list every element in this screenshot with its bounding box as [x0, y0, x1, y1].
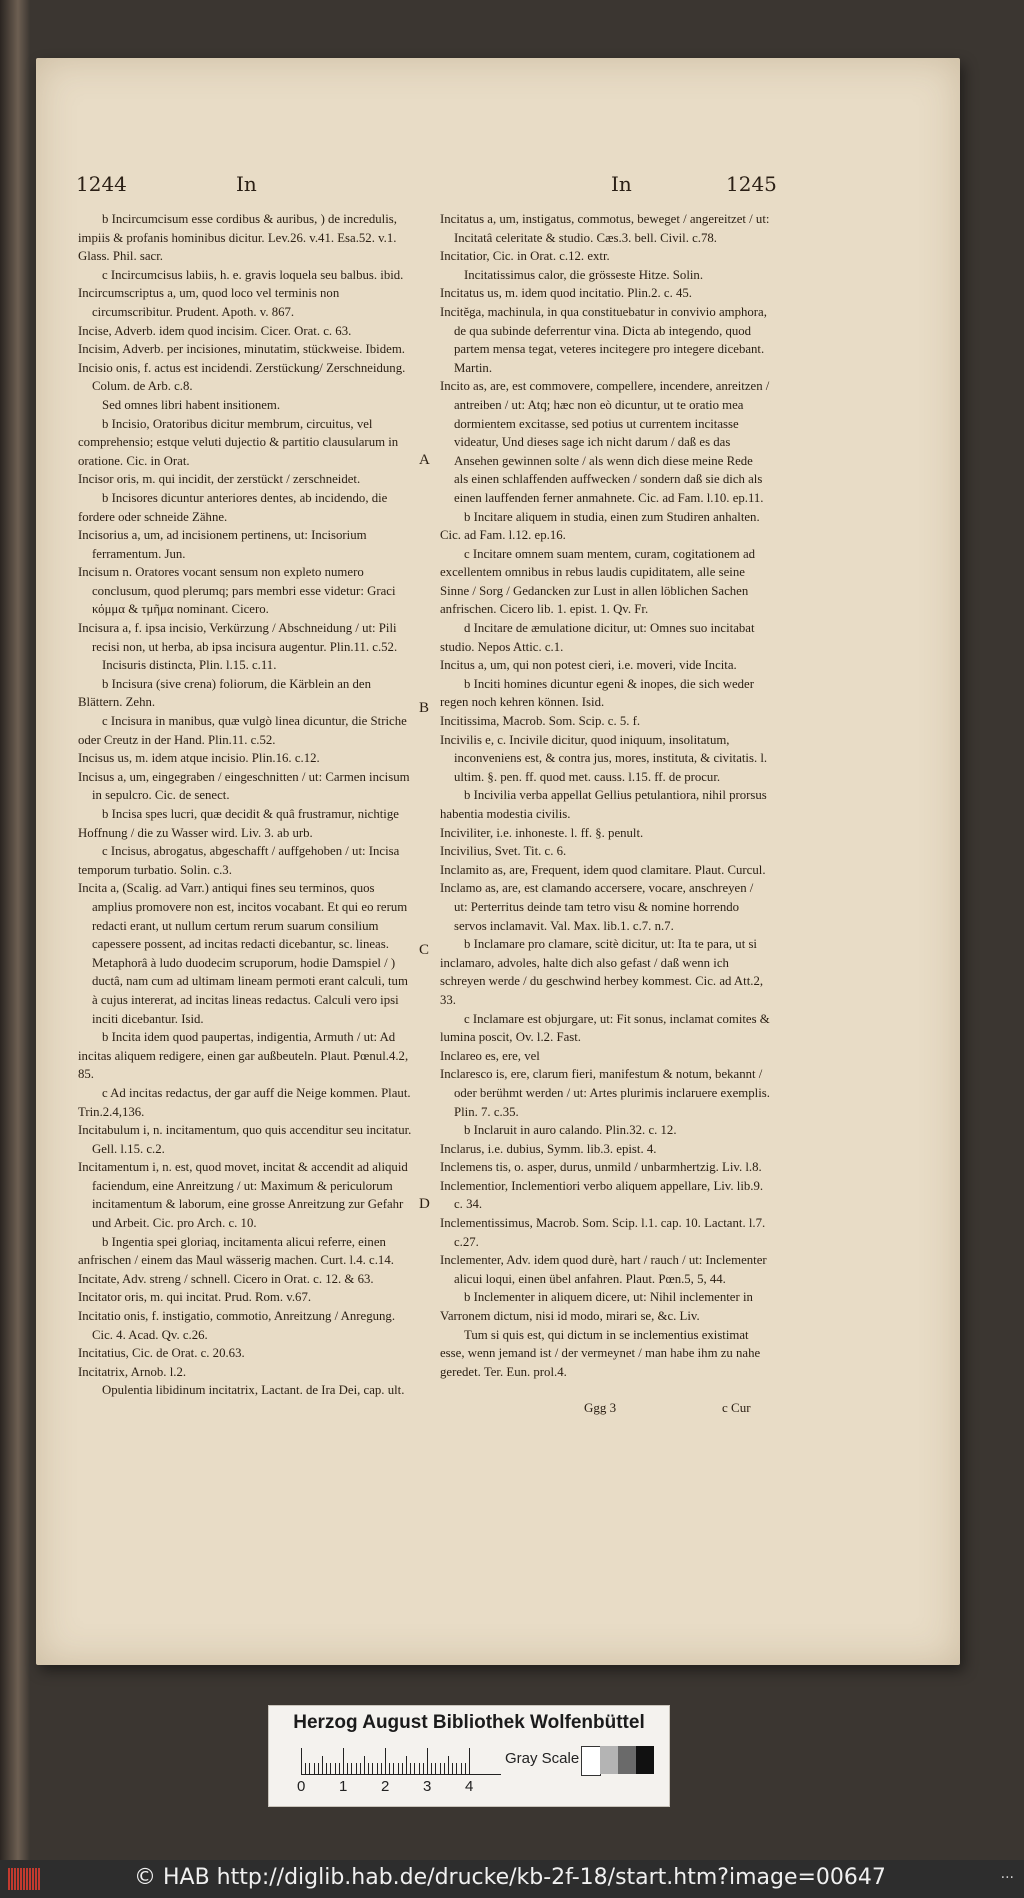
- gray-swatch-black: [636, 1746, 654, 1774]
- ruler-tick: [347, 1763, 348, 1774]
- dictionary-entry: [78, 619, 412, 656]
- copyright-url[interactable]: © HAB http://diglib.hab.de/drucke/kb-2f-18/start.htm?image=00647: [134, 1865, 886, 1890]
- entry-text: Inclamito as, are, Frequent, idem quod clamitare. Plaut. Curcul.: [440, 862, 766, 877]
- dictionary-entry: [440, 861, 770, 880]
- entry-text: Incisus a, um, eingegraben / eingeschnitten / ut: Carmen incisum in sepulcro. Cic. de senect.: [78, 769, 410, 803]
- ruler-tick: [305, 1763, 306, 1774]
- dictionary-entry: [78, 415, 412, 471]
- scale-ruler: [301, 1746, 501, 1775]
- entry-text: Inclaresco is, ere, clarum fieri, manifestum & notum, bekannt / oder berühmt werden / ut: Artes plurimis inclaruere exemplis. Plin. 7. c.35.: [440, 1067, 770, 1119]
- entry-text: Incisorius a, um, ad incisionem pertinens, ut: Incisorium ferramentum. Jun.: [78, 528, 367, 561]
- ruler-tick: [465, 1763, 466, 1774]
- entry-text: Inclamo as, are, est clamando accersere, vocare, anschreyen / ut: Perterritus deinde tam tetro visu & nomine horrendo servos inclamavit. Val. Max. lib.1. c.7. n.7.: [440, 881, 754, 933]
- ruler-tick: [393, 1763, 394, 1774]
- gray-scale-label: Gray Scale: [505, 1750, 580, 1767]
- dictionary-entry: [78, 284, 412, 321]
- dictionary-entry: [78, 805, 412, 842]
- dictionary-entry: [78, 322, 412, 341]
- dictionary-entry: [440, 508, 770, 545]
- left-column: [78, 210, 412, 1400]
- dictionary-entry: [440, 1177, 770, 1214]
- dictionary-entry: [78, 768, 412, 805]
- dictionary-entry: [440, 247, 770, 266]
- signature-mark: Ggg 3: [584, 1400, 617, 1415]
- dictionary-entry: [440, 377, 770, 507]
- dictionary-entry: [440, 266, 770, 285]
- ruler-tick: [414, 1763, 415, 1774]
- left-running-head: In: [236, 172, 257, 196]
- entry-text: Inclemens tis, o. asper, durus, unmild / unbarmhertzig. Liv. l.8.: [440, 1160, 762, 1175]
- dictionary-entry: [78, 210, 412, 266]
- dictionary-entry: [78, 1307, 412, 1344]
- dictionary-entry: [78, 1381, 412, 1400]
- dictionary-entry: [78, 1344, 412, 1363]
- gray-swatch-white: [581, 1746, 601, 1776]
- dictionary-entry: [440, 824, 770, 843]
- entry-text: Incisor oris, m. qui incidit, der zerstückt / zerschneidet.: [78, 472, 361, 487]
- entry-text: Incitatus us, m. idem quod incitatio. Plin.2. c. 45.: [440, 286, 693, 301]
- dictionary-entry: [440, 935, 770, 1009]
- entry-text: b Incisio, Oratoribus dicitur membrum, circuitus, vel comprehensio; estque veluti dujectio & partitio clausularum in oratione. Cic. in Orat.: [78, 416, 399, 468]
- entry-text: Incivilius, Svet. Tit. c. 6.: [440, 844, 567, 859]
- page-header: [76, 172, 782, 202]
- right-column: [440, 210, 770, 1381]
- entry-text: Inclementissimus, Macrob. Som. Scip. l.1. cap. 10. Lactant. l.7. c.27.: [440, 1216, 766, 1249]
- entry-text: Inciviliter, i.e. inhoneste. l. ff. §. penult.: [440, 825, 644, 840]
- dictionary-entry: [78, 1270, 412, 1289]
- ruler-tick: [343, 1748, 344, 1774]
- ruler-tick: [398, 1763, 399, 1774]
- dictionary-entry: [78, 749, 412, 768]
- ruler-tick: [330, 1763, 331, 1774]
- viewer-footer: [0, 1860, 1024, 1898]
- ruler-label-1: 1: [339, 1778, 348, 1795]
- dictionary-entry: [78, 489, 412, 526]
- entry-text: Inclarus, i.e. dubius, Symm. lib.3. epist. 4.: [440, 1141, 657, 1156]
- ruler-tick: [385, 1748, 386, 1774]
- ruler-label-4: 4: [465, 1778, 474, 1795]
- entry-text: c Incisura in manibus, quæ vulgò linea dicuntur, die Striche oder Creutz in der Hand. Plin.11. c.52.: [78, 714, 407, 747]
- dictionary-entry: [78, 563, 412, 619]
- ruler-tick: [372, 1763, 373, 1774]
- book-spine: [0, 0, 30, 1898]
- ruler-tick: [314, 1763, 315, 1774]
- ruler-tick: [368, 1763, 369, 1774]
- dictionary-entry: [78, 712, 412, 749]
- ruler-tick: [410, 1763, 411, 1774]
- section-marker-c: C: [419, 942, 430, 958]
- entry-text: Incito as, are, est commovere, compellere, incendere, anreitzen / antreiben / ut: Atq; hæc non eò dicuntur, ut te oratio mea dormientem excitasse, sed potius ut currentem incitasse videatur, Und dieses sage ich nicht darum / daß es das Ansehen gewinnen solte / als wenn dich diese meine Rede als einen schlaffenden auffwecken / sondern daß sie dich als einen lauffenden ferner anmahnete. Cic. ad Fam. l.10. ep.11.: [440, 379, 770, 505]
- entry-text: b Inclamare pro clamare, scitè dicitur, ut: Ita te para, ut si inclamaro, advoles, halte dich also gefast / daß wenn ich schreyen werde / du geschwind herbey kommest. Cic. ad Att.2, 33.: [440, 937, 764, 1007]
- entry-text: Incitatio onis, f. instigatio, commotio, Anreitzung / Anregung. Cic. 4. Acad. Qv. c.26.: [78, 1309, 396, 1342]
- ruler-tick: [406, 1756, 407, 1774]
- entry-text: Inclementior, Inclementiori verbo aliquem appellare, Liv. lib.9. c. 34.: [440, 1178, 764, 1212]
- section-marker-b: B: [419, 700, 430, 716]
- dictionary-entry: [78, 1363, 412, 1382]
- ruler-tick: [461, 1763, 462, 1774]
- entry-text: c Ad incitas redactus, der gar auff die Neige kommen. Plaut. Trin.2.4,136.: [78, 1085, 411, 1119]
- entry-text: Incitatissimus calor, die grösseste Hitze. Solin.: [464, 267, 704, 282]
- ruler-label-2: 2: [381, 1778, 390, 1795]
- dictionary-entry: [440, 731, 770, 787]
- entry-text: Incisim, Adverb. per incisiones, minutatim, stückweise. Ibidem.: [78, 342, 405, 357]
- entry-text: Incitabulum i, n. incitamentum, quo quis accenditur seu incitatur. Gell. l.15. c.2.: [78, 1123, 412, 1156]
- dictionary-entry: [440, 1065, 770, 1121]
- dictionary-entry: [440, 1214, 770, 1251]
- entry-text: b Incisa spes lucri, quæ decidit & quâ frustramur, nichtige Hoffnung / die zu Wasser wird. Liv. 3. ab urb.: [78, 807, 399, 840]
- entry-text: Incita a, (Scalig. ad Varr.) antiqui fines seu terminos, quos amplius promovere non est, incitos vocabant. Et qui eo rerum redacti erant, ut nullum certum rerum suarum consilium capessere possent, ad incitas redacti dicebantur, sc. lineas. Metaphorâ à ludo duodecim scruporum, hodie Damspiel / ) ductâ, nam cum ad ultimam lineam permoti erant calculi, tum à cujus intererat, ad incitas lineas redactus. Calculi vero ipsi inciti dicebantur. Isid.: [78, 881, 408, 1026]
- dictionary-entry: [440, 210, 770, 247]
- section-marker-d: D: [419, 1196, 430, 1212]
- ruler-tick: [444, 1763, 445, 1774]
- entry-text: Incircumscriptus a, um, quod loco vel terminis non circumscribitur. Prudent. Apoth. v. 867.: [78, 286, 340, 319]
- entry-text: Incisio onis, f. actus est incidendi. Zerstückung/ Zerschneidung. Colum. de Arb. c.8.: [78, 360, 406, 394]
- ruler-tick: [364, 1756, 365, 1774]
- ruler-tick: [351, 1763, 352, 1774]
- entry-text: b Incisura (sive crena) foliorum, die Kärblein an den Blättern. Zehn.: [78, 676, 371, 710]
- dictionary-entry: [440, 675, 770, 712]
- ruler-tick: [318, 1763, 319, 1774]
- dictionary-entry: [78, 842, 412, 879]
- right-running-head: In: [611, 172, 632, 196]
- entry-text: Incisura a, f. ipsa incisio, Verkürzung / Abschneidung / ut: Pili recisi non, ut herba, ab ipsa incisura augentur. Plin.11. c.52.: [78, 621, 398, 654]
- entry-text: Incitatior, Cic. in Orat. c.12. extr.: [440, 249, 610, 264]
- dictionary-entry: [440, 712, 770, 731]
- ruler-tick: [402, 1763, 403, 1774]
- ruler-tick: [448, 1756, 449, 1774]
- entry-text: c Incitare omnem suam mentem, curam, cogitationem ad excellentem omnibus in rebus laudis cupiditatem, alle seine Sinne / Sorg / Gedancken zur Lust in allen löblichen Sachen anfrischen. Cicero lib. 1. epist. 1. Qv. Fr.: [440, 546, 756, 617]
- ruler-tick: [435, 1763, 436, 1774]
- dictionary-entry: [440, 656, 770, 675]
- entry-text: b Inclaruit in auro calando. Plin.32. c. 12.: [464, 1123, 677, 1138]
- dictionary-entry: [78, 879, 412, 1028]
- entry-text: Incitatus a, um, instigatus, commotus, beweget / angereitzet / ut: Incitatâ celeritate & studio. Cæs.3. bell. Civil. c.78.: [440, 212, 770, 245]
- entry-text: b Ingentia spei gloriaq, incitamenta alicui referre, einen anfrischen / einem das Maul wässerig machen. Curt. l.4. c.14.: [78, 1234, 394, 1268]
- ruler-tick: [381, 1763, 382, 1774]
- dictionary-entry: [78, 1233, 412, 1270]
- ruler-tick: [335, 1763, 336, 1774]
- entry-text: Inclareo es, ere, vel: [440, 1048, 540, 1063]
- ruler-label-3: 3: [423, 1778, 432, 1795]
- entry-text: Opulentia libidinum incitatrix, Lactant. de Ira Dei, cap. ult.: [102, 1383, 405, 1398]
- ruler-tick: [427, 1748, 428, 1774]
- ruler-tick: [339, 1763, 340, 1774]
- entry-text: Incitus a, um, qui non potest cieri, i.e. moveri, vide Incita.: [440, 658, 737, 673]
- left-page-number: 1244: [76, 172, 127, 196]
- ruler-tick: [301, 1748, 302, 1774]
- dictionary-entry: [440, 1140, 770, 1159]
- dictionary-entry: [440, 1251, 770, 1288]
- ruler-tick: [419, 1763, 420, 1774]
- dictionary-entry: [440, 619, 770, 656]
- ruler-tick: [356, 1763, 357, 1774]
- dictionary-entry: [78, 396, 412, 415]
- ruler-tick: [431, 1763, 432, 1774]
- dictionary-entry: [440, 1158, 770, 1177]
- catchword: c Cur: [722, 1400, 751, 1415]
- dictionary-entry: [78, 1158, 412, 1232]
- entry-text: Incitate, Adv. streng / schnell. Cicero in Orat. c. 12. & 63.: [78, 1271, 374, 1286]
- dictionary-entry: [78, 1084, 412, 1121]
- dictionary-entry: [440, 1047, 770, 1066]
- entry-text: Incisus us, m. idem atque incisio. Plin.16. c.12.: [78, 751, 320, 766]
- dictionary-entry: [78, 1028, 412, 1084]
- entry-text: Incitamentum i, n. est, quod movet, incitat & accendit ad aliquid faciendum, eine Anreitzung / ut: Maximum & periculorum incitamentum & laborum, eine grosse Anreitzung zur Gefahr und Arbeit. Cic. pro Arch. c. 10.: [78, 1160, 408, 1231]
- dictionary-entry: [78, 470, 412, 489]
- entry-text: Incise, Adverb. idem quod incisim. Cicer. Orat. c. 63.: [78, 323, 352, 338]
- entry-text: b Incitare aliquem in studia, einen zum Studiren anhalten. Cic. ad Fam. l.12. ep.16.: [440, 509, 760, 543]
- entry-text: Incisuris distincta, Plin. l.15. c.11.: [102, 658, 277, 673]
- entry-text: Incitĕga, machinula, in qua constituebatur in convivio amphora, de qua subinde deferrentur vina. Dicta ab integendo, quod partem mensa tegat, veteres incitegere pro integere dicebant. Martin.: [440, 304, 767, 375]
- entry-text: Incivilis e, c. Incivile dicitur, quod iniquum, insolitatum, inconveniens est, & contra jus, mores, instituta, & civitatis. l. ultim. §. pen. ff. quod met. causs. l.15. ff. de procur.: [440, 732, 768, 784]
- dictionary-entry: [440, 284, 770, 303]
- entry-text: Incitatius, Cic. de Orat. c. 20.63.: [78, 1346, 245, 1361]
- entry-text: Incitatrix, Arnob. l.2.: [78, 1364, 187, 1379]
- ruler-tick: [469, 1748, 470, 1774]
- dictionary-entry: [440, 1121, 770, 1140]
- entry-text: b Incircumcisum esse cordibus & auribus, ) de incredulis, impiis & profanis hominibus dicitur. Lev.26. v.41. Esa.52. v.1. Glass. Phil. sacr.: [78, 212, 397, 264]
- entry-text: b Inclementer in aliquem dicere, ut: Nihil inclementer in Varronem dictum, nisi id modo, mirari se, &c. Liv.: [440, 1290, 753, 1324]
- section-marker-a: A: [419, 452, 430, 468]
- dictionary-entry: [440, 786, 770, 823]
- entry-text: Incisum n. Oratores vocant sensum non expleto numero conclusum, quod plerumq; pars membri esse videtur: Graci κόμμα & τμῆμα nominant. Cicero.: [78, 565, 396, 617]
- hab-logo-icon: [8, 1868, 44, 1890]
- entry-text: Incitator oris, m. qui incitat. Prud. Rom. v.67.: [78, 1290, 312, 1305]
- entry-text: c Incisus, abrogatus, abgeschafft / auffgehoben / ut: Incisa temporum turbatio. Solin. c.3.: [78, 844, 400, 877]
- ruler-tick: [326, 1763, 327, 1774]
- entry-text: Inclementer, Adv. idem quod durè, hart / rauch / ut: Inclementer alicui loqui, einen übel anfahren. Plaut. Pœn.5, 5, 44.: [440, 1253, 767, 1286]
- dictionary-entry: [78, 656, 412, 675]
- entry-text: b Incivilia verba appellat Gellius petulantiora, nihil prorsus habentia modestia civilis.: [440, 788, 767, 821]
- ruler-tick: [423, 1763, 424, 1774]
- dictionary-entry: [78, 266, 412, 285]
- ruler-tick: [440, 1763, 441, 1774]
- gray-swatch-mid: [618, 1746, 636, 1774]
- entry-text: c Incircumcisus labiis, h. e. gravis loquela seu balbus. ibid.: [102, 267, 404, 282]
- dictionary-entry: [440, 879, 770, 935]
- entry-text: Sed omnes libri habent insitionem.: [102, 397, 281, 412]
- more-icon[interactable]: ...: [1000, 1866, 1014, 1882]
- dictionary-entry: [440, 545, 770, 619]
- dictionary-entry: [78, 675, 412, 712]
- right-page-number: 1245: [726, 172, 777, 196]
- entry-text: b Inciti homines dicuntur egeni & inopes, die sich weder regen noch kehren können. Isid.: [440, 676, 754, 710]
- dictionary-entry: [78, 340, 412, 359]
- library-color-card: [268, 1705, 670, 1807]
- gray-swatch-light: [600, 1746, 618, 1774]
- entry-text: b Incisores dicuntur anteriores dentes, ab incidendo, die fordere oder schneide Zähne.: [78, 490, 388, 524]
- dictionary-entry: [440, 303, 770, 377]
- ruler-tick: [322, 1756, 323, 1774]
- dictionary-entry: [78, 526, 412, 563]
- entry-text: Tum si quis est, qui dictum in se inclementius existimat esse, wenn jemand ist / der vermeynet / man habe ihm zu nahe geredet. Ter. Eun. prol.4.: [440, 1327, 761, 1379]
- dictionary-entry: [440, 842, 770, 861]
- ruler-label-0: 0: [297, 1778, 306, 1795]
- ruler-tick: [309, 1763, 310, 1774]
- ruler-tick: [389, 1763, 390, 1774]
- entry-text: c Inclamare est objurgare, ut: Fit sonus, inclamat comites & lumina poscit, Ov. l.2. Fast.: [440, 1011, 770, 1045]
- ruler-tick: [377, 1763, 378, 1774]
- dictionary-entry: [78, 1121, 412, 1158]
- dictionary-entry: [78, 1288, 412, 1307]
- dictionary-entry: [78, 359, 412, 396]
- dictionary-entry: [440, 1010, 770, 1047]
- library-name: Herzog August Bibliothek Wolfenbüttel: [293, 1712, 645, 1733]
- entry-text: b Incita idem quod paupertas, indigentia, Armuth / ut: Ad incitas aliquem redigere, einen gar außbeuteln. Plaut. Pœnul.4.2, 85.: [78, 1030, 409, 1082]
- dictionary-entry: [440, 1326, 770, 1382]
- entry-text: Incitissima, Macrob. Som. Scip. c. 5. f.: [440, 714, 641, 729]
- ruler-tick: [456, 1763, 457, 1774]
- ruler-tick: [452, 1763, 453, 1774]
- dictionary-entry: [440, 1288, 770, 1325]
- ruler-tick: [360, 1763, 361, 1774]
- entry-text: d Incitare de æmulatione dicitur, ut: Omnes suo incitabat studio. Nepos Attic. c.1.: [440, 621, 755, 654]
